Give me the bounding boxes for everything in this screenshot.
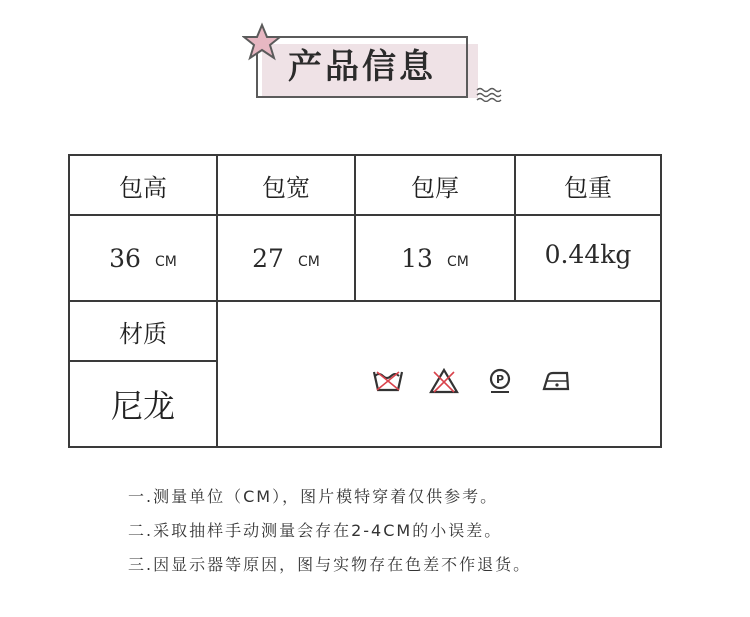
note-item: 一.测量单位（CM），图片模特穿着仅供参考。 <box>128 487 499 506</box>
care-icons <box>360 366 584 396</box>
material-value: 尼龙 <box>110 387 175 425</box>
product-info-header <box>230 22 520 112</box>
note-item: 三.因显示器等原因，图与实物存在色差不作退货。 <box>128 555 532 574</box>
value-weight <box>516 216 660 292</box>
header-weight: 包重 <box>564 173 612 202</box>
value-number: 0.44kg <box>544 239 632 269</box>
value-number: 13 <box>401 243 433 273</box>
value-unit: CM <box>154 254 177 270</box>
value-number: 27 <box>252 243 284 273</box>
star-icon <box>242 22 282 62</box>
value-number: 36 <box>109 243 141 273</box>
page-title: 产品信息 <box>288 47 436 87</box>
header-height: 包高 <box>119 173 167 202</box>
note-item: 二.采取抽样手动测量会存在2-4CM的小误差。 <box>128 521 503 540</box>
value-unit: CM <box>446 254 469 270</box>
value-height <box>70 216 216 300</box>
no-wash-icon <box>360 366 416 396</box>
no-bleach-icon <box>416 366 472 396</box>
value-unit: CM <box>297 254 320 270</box>
product-spec-table <box>68 154 662 448</box>
svg-text:P: P <box>495 373 505 386</box>
iron-low-icon <box>528 366 584 396</box>
material-label: 材质 <box>119 319 167 348</box>
wave-lines-icon <box>476 86 504 102</box>
header-width: 包宽 <box>262 173 310 202</box>
notes-list <box>128 485 688 587</box>
value-thickness <box>356 216 514 300</box>
value-width <box>218 216 354 300</box>
dry-clean-p-icon <box>472 366 528 396</box>
header-thickness: 包厚 <box>411 173 459 202</box>
